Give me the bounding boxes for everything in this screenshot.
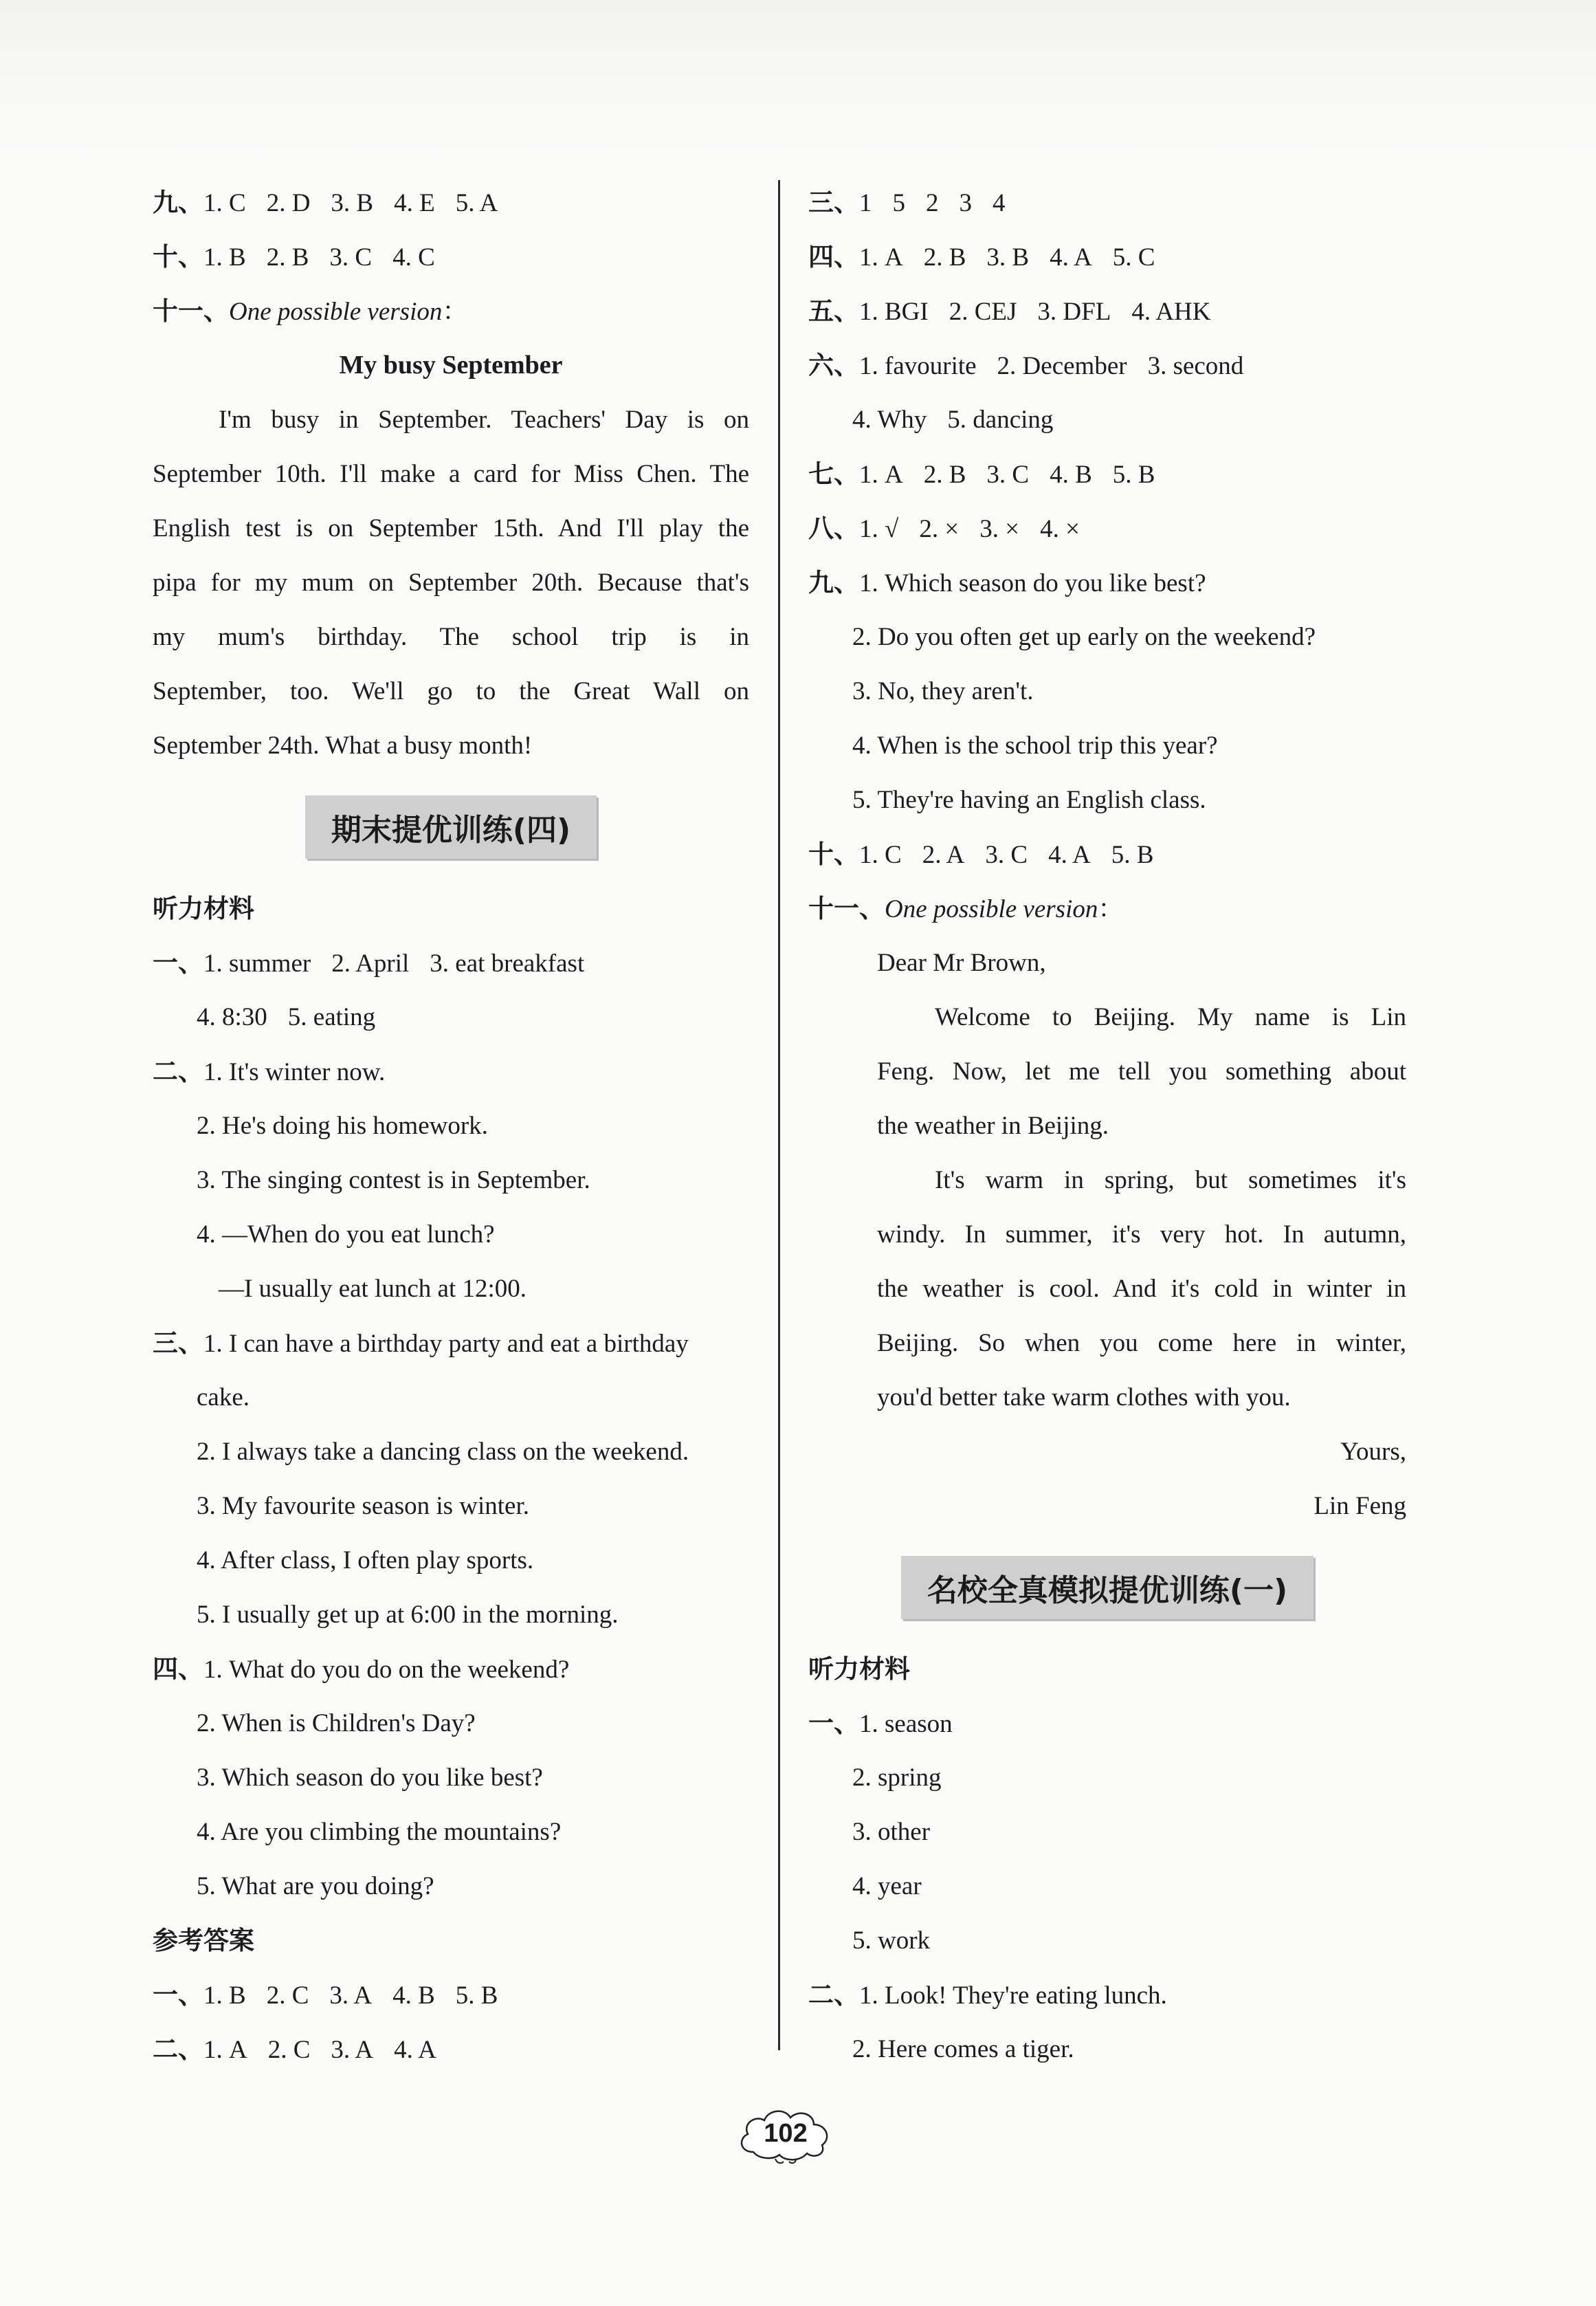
list-item: 2. Here comes a tiger. [852,2035,1074,2063]
list-item: 2. When is Children's Day? [197,1709,476,1737]
essay-line: September, too. We'll go to the Great Wall on [153,677,749,705]
listening-header: 听力材料 [808,1654,910,1684]
page-number-badge [734,2104,837,2166]
answer-row-6-cont: 4. Why 5. dancing [852,406,1054,434]
list-item: 3. Which season do you like best? [197,1764,543,1792]
list-item: 3. My favourite season is winter. [197,1492,529,1520]
answer-row-6: 六、1. favourite 2. December 3. second [808,351,1244,380]
listening-row-2: 二、1. It's winter now. [153,1057,386,1086]
listening-row-4: 四、1. What do you do on the weekend? [153,1654,570,1684]
section-label: 九、 [153,188,203,217]
listening-row-1-cont: 4. 8:30 5. eating [197,1003,376,1031]
section-title: 名校全真模拟提优训练(一) [901,1556,1314,1619]
essay-line: I'm busy in September. Teachers' Day is on [219,406,749,434]
list-item: 4. Are you climbing the mountains? [197,1818,562,1846]
essay-line: pipa for my mum on September 20th. Because that's [153,569,749,597]
list-item: 4. —When do you eat lunch? [197,1220,495,1249]
answer-row-11: 十一、One possible version： [153,296,468,326]
listening-row-2: 二、1. Look! They're eating lunch. [808,1980,1167,2010]
list-item: 5. work [852,1926,931,1955]
listening-row-3: 三、1. I can have a birthday party and eat a birthday [153,1328,689,1358]
column-divider [778,180,780,2050]
answer-row-7: 七、1. A 2. B 3. C 4. B 5. B [808,459,1155,489]
list-item: cake. [197,1383,250,1412]
answer-row-9: 九、1. Which season do you like best? [808,568,1206,597]
letter-line: Feng. Now, let me tell you something about [877,1057,1406,1086]
answer-row-1: 一、1. B 2. C 3. A 4. B 5. B [153,1980,498,2010]
answer-row-11: 十一、One possible version： [808,894,1124,923]
list-item: 5. I usually get up at 6:00 in the morning. [197,1601,619,1629]
letter-greeting: Dear Mr Brown, [877,949,1046,977]
letter-line: It's warm in spring, but sometimes it's [935,1166,1406,1194]
letter-closing: Yours, [1340,1438,1406,1466]
list-item: 2. He's doing his homework. [197,1112,488,1140]
list-item: 5. What are you doing? [197,1872,434,1900]
answer-row-9: 九、1. C 2. D 3. B 4. E 5. A [153,188,498,217]
list-item: 4. When is the school trip this year? [852,732,1218,760]
essay-line: English test is on September 15th. And I'll play the [153,514,749,542]
letter-line: Beijing. So when you come here in winter, [877,1329,1406,1357]
letter-line: Welcome to Beijing. My name is Lin [935,1003,1406,1031]
letter-signature: Lin Feng [1314,1492,1406,1520]
essay-line: September 10th. I'll make a card for Miss Chen. The [153,460,749,488]
essay-line: my mum's birthday. The school trip is in [153,623,749,651]
section-title: 期末提优训练(四) [305,795,597,859]
list-item: 3. The singing contest is in September. [197,1166,590,1194]
list-item: 2. spring [852,1764,942,1792]
answer-row-5: 五、1. BGI 2. CEJ 3. DFL 4. AHK [808,296,1211,326]
list-item: 4. year [852,1872,922,1900]
left-column [153,175,749,2076]
answer-row-3: 三、1 5 2 3 4 [808,188,1006,217]
letter-body [808,990,1406,1425]
answer-row-8: 八、1. √ 2. × 3. × 4. × [808,514,1080,543]
list-item: 3. other [852,1818,931,1846]
list-item: 3. No, they aren't. [852,677,1034,705]
page-number: 102 [764,2119,808,2148]
page-top-band [0,0,1596,158]
letter-line: windy. In summer, it's very hot. In autumn, [877,1220,1406,1249]
listening-row-1: 一、1. summer 2. April 3. eat breakfast [153,948,585,978]
answer-row-10: 十、1. B 2. B 3. C 4. C [153,242,435,272]
listening-header: 听力材料 [153,894,254,923]
right-column [808,175,1406,2076]
list-item: —I usually eat lunch at 12:00. [219,1275,527,1303]
answer-row-2: 二、1. A 2. C 3. A 4. A [153,2034,436,2064]
list-item: 2. Do you often get up early on the weekend? [852,623,1316,651]
list-item: 2. I always take a dancing class on the weekend. [197,1438,689,1466]
list-item: 4. After class, I often play sports. [197,1546,534,1574]
answer-row-10: 十、1. C 2. A 3. C 4. A 5. B [808,839,1154,869]
letter-line: the weather in Beijing. [877,1112,1109,1140]
letter-line: you'd better take warm clothes with you. [877,1383,1291,1412]
essay-line: September 24th. What a busy month! [153,732,533,760]
answer-row-4: 四、1. A 2. B 3. B 4. A 5. C [808,242,1155,272]
list-item: 5. They're having an English class. [852,786,1206,814]
section-title-box [153,773,749,881]
essay-title: My busy September [339,351,563,380]
section-title-box [808,1533,1406,1642]
answers-header: 参考答案 [153,1926,254,1955]
listening-row-1: 一、1. season [808,1709,953,1738]
letter-line: the weather is cool. And it's cold in winter in [877,1275,1406,1303]
